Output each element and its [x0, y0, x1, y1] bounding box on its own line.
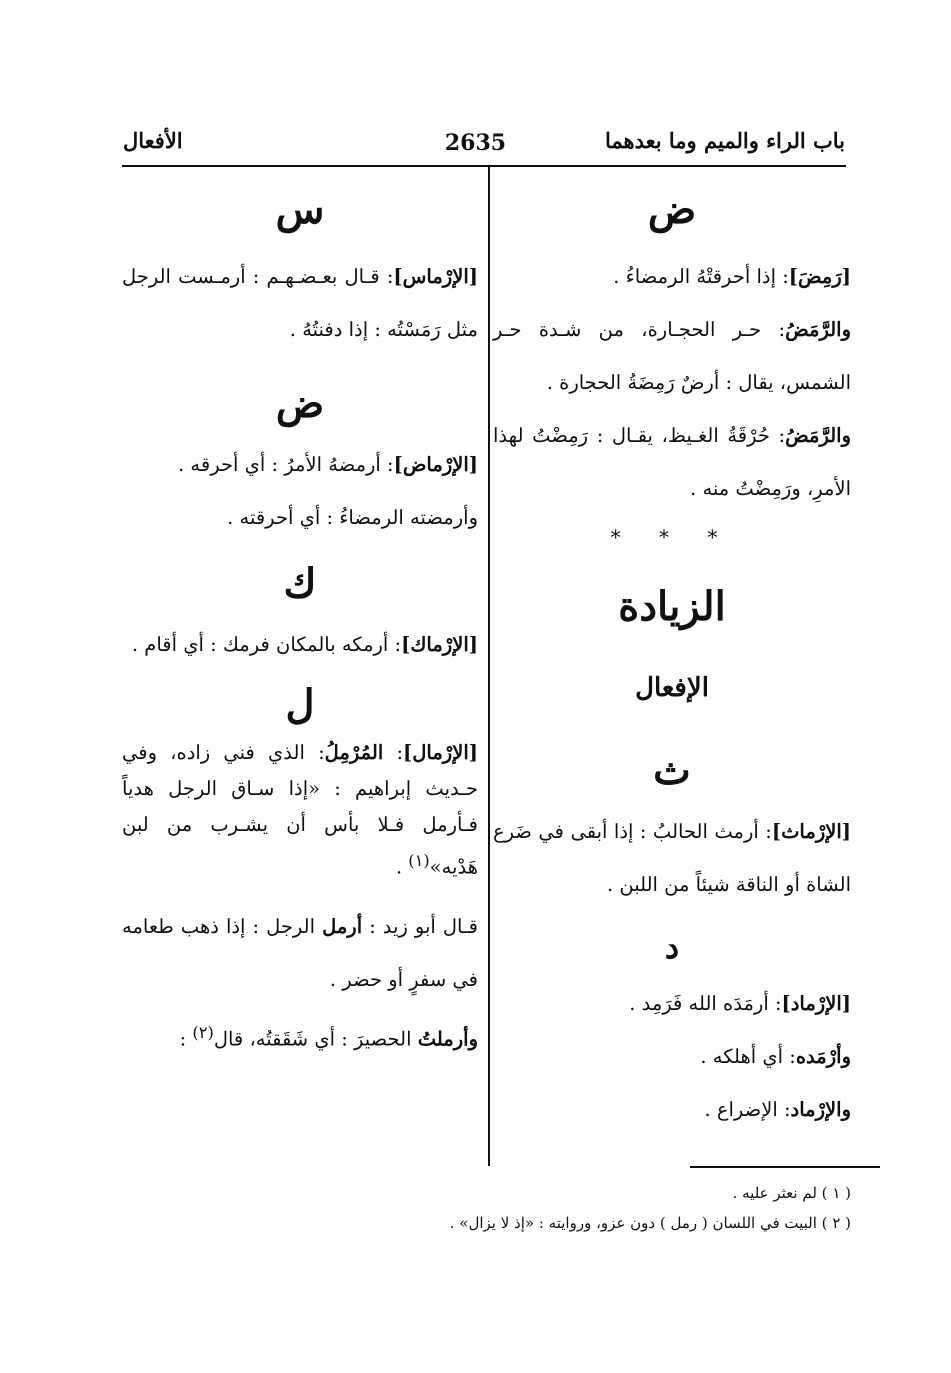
- section-separator-stars: * * *: [610, 525, 734, 549]
- entry-text: : الذي فني زاده، وفي حـديث إبراهيم : «إذا سـاق الرجل هدياً فـأرمل فـلا بأس أن يشـرب من لبن هَدْيه»: [122, 741, 478, 879]
- entry-end: :: [179, 1027, 193, 1050]
- entry-subterm: وأرملتُ: [417, 1027, 478, 1050]
- entry-text: : أرمث الحالبُ : إذا أبقى في ضَرع الشاة أو الناقة شيئاً من اللبن .: [493, 820, 851, 896]
- entry-abu-zayd: [122, 900, 478, 1006]
- subsection-title: الإفعال: [635, 673, 709, 703]
- entry-end: .: [395, 855, 409, 879]
- entry-irmas: [122, 250, 478, 356]
- letter-heading-tha: ث: [653, 747, 691, 794]
- entry-text: : حـر الحجـارة، من شـدة حـر الشمس، يقال : أرضٌ رَمِضَةُ الحجارة .: [493, 318, 851, 394]
- entry-irmad-burn: [122, 438, 478, 491]
- entry-text: : حُرْقَةُ الغـيظ، يقـال : رَمِضْتُ لهذا الأمرِ، ورَمِضْتُ منه .: [493, 424, 851, 500]
- entry-term: [الإرْماس]: [393, 265, 478, 288]
- letter-heading-lam: ل: [285, 681, 315, 728]
- letter-heading-dad: ض: [647, 186, 697, 233]
- entry-term: وأرْمَده: [795, 1045, 851, 1068]
- entry-text: : أي أهلكه .: [700, 1045, 796, 1068]
- entry-armadahu: [493, 1030, 851, 1083]
- entry-ramad-2: [493, 409, 851, 515]
- entry-term: والإرْماد: [790, 1098, 851, 1121]
- entry-subterm: المُرْمِلُ: [324, 741, 384, 764]
- entry-ramad-1: [493, 303, 851, 409]
- page-header: [0, 118, 951, 158]
- footnote-ref-2: (٢): [192, 1022, 214, 1042]
- entry-text: : أرمضهُ الأمرُ : أي أحرقه .: [178, 453, 394, 476]
- letter-heading-kaf: ك: [283, 560, 317, 607]
- entry-term: [الإرْماض]: [393, 453, 478, 476]
- right-column: [493, 186, 851, 1136]
- footnote-rule: [690, 1166, 880, 1168]
- entry-irmak: [122, 618, 478, 671]
- entry-term: [رَمِضَ]: [788, 265, 851, 288]
- footnotes: [127, 1178, 851, 1238]
- letter-heading-dad: ض: [275, 380, 325, 427]
- entry-term: والرَّمَضُ: [785, 424, 851, 447]
- entry-term: [الإرْماد]: [781, 992, 851, 1015]
- entry-term: [الإرْماك]: [401, 633, 478, 656]
- letter-heading-sin: س: [275, 186, 325, 233]
- entry-text: : أرمَدَه الله فَرَمِد .: [629, 992, 782, 1015]
- entry-term: [الإرْماث]: [771, 820, 851, 843]
- header-rule: [122, 165, 846, 167]
- entry-text: الحصيرَ : أي شَقَقتُه، قال: [213, 1027, 418, 1050]
- chapter-title: باب الراء والميم وما بعدهما: [604, 128, 845, 153]
- entry-text: قـال أبو زيد :: [362, 914, 479, 938]
- entry-text: : أرمكه بالمكان فرمك : أي أقام .: [131, 633, 402, 656]
- entry-text: : الإضراع .: [704, 1098, 791, 1121]
- footnote-1: ( ١ ) لم نعثر عليه .: [732, 1184, 851, 1202]
- entry-text: : قـال بعـضـهـم : أرمـست الرجل مثل رَمَسْتُه : إذا دفنتُهُ .: [122, 265, 478, 341]
- left-column: [122, 186, 479, 1065]
- entry-irmath: [493, 805, 851, 911]
- entry-term: والرَّمَضُ: [785, 318, 851, 341]
- entry-text: وأرمضته الرمضاءُ : أي أحرقته .: [227, 506, 478, 529]
- page-number: 2635: [444, 130, 507, 156]
- footnote-ref-1: (١): [408, 851, 430, 870]
- entry-armaltu: [122, 1006, 478, 1066]
- entry-al-irmad: [493, 1083, 851, 1136]
- column-divider: [488, 166, 490, 1166]
- letter-heading-dal: د: [664, 928, 680, 966]
- entry-irmad: [493, 977, 851, 1030]
- entry-separator: :: [383, 741, 404, 764]
- entry-text: الرجل : إذا ذهب طعامه في سفرٍ أو حضر .: [122, 914, 478, 991]
- entry-subterm: أرمل: [322, 914, 363, 938]
- entry-term: [الإرْمال]: [403, 741, 478, 764]
- section-title: الزيادة: [618, 583, 726, 630]
- entry-armadathu: [122, 491, 478, 544]
- section-running-head: الأفعال: [123, 128, 183, 153]
- entry-text: : إذا أحرقتْهُ الرمضاءُ .: [613, 265, 789, 288]
- footnote-2: ( ٢ ) البيت في اللسان ( رمل ) دون عزو، وروايته : «إذ لا يزال» .: [449, 1214, 851, 1232]
- entry-ramida: [493, 250, 851, 303]
- entry-irmal: [122, 735, 478, 886]
